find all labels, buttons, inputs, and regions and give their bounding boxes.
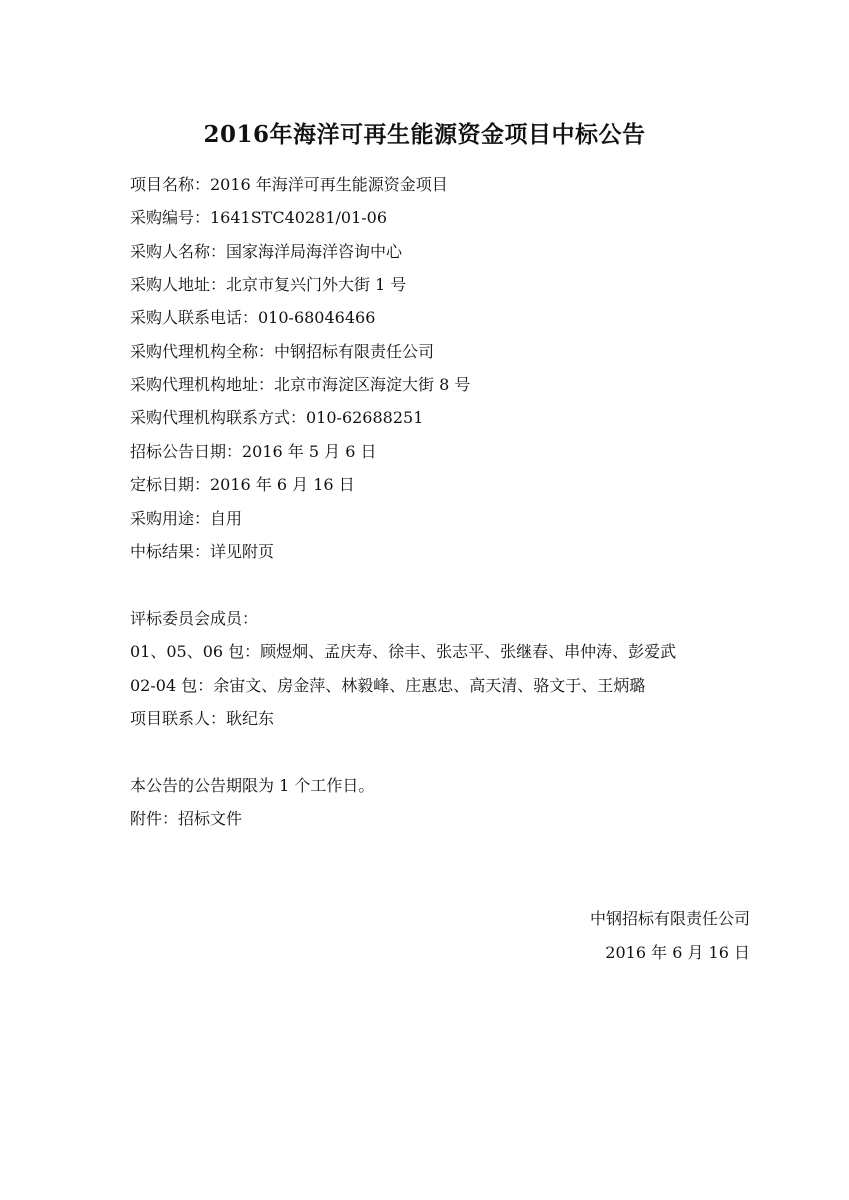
procurement-purpose-line: 采购用途：自用	[130, 509, 243, 528]
signature-organization: 中钢招标有限责任公司	[589, 909, 750, 928]
award-result-line: 中标结果：详见附页	[130, 542, 275, 561]
agency-address-line: 采购代理机构地址：北京市海淀区海淀大街 8 号	[130, 375, 471, 394]
agency-contact-line: 采购代理机构联系方式：010-62688251	[130, 408, 424, 427]
purchaser-name-line: 采购人名称：国家海洋局海洋咨询中心	[130, 242, 403, 261]
purchaser-phone-line: 采购人联系电话：010-68046466	[130, 308, 376, 327]
tender-notice-date-line: 招标公告日期：2016 年 5 月 6 日	[130, 442, 377, 461]
purchaser-address-line: 采购人地址：北京市复兴门外大街 1 号	[130, 275, 407, 294]
committee-heading: 评标委员会成员：	[130, 609, 259, 628]
project-name-line: 项目名称：2016 年海洋可再生能源资金项目	[130, 175, 448, 194]
agency-name-line: 采购代理机构全称：中钢招标有限责任公司	[130, 342, 435, 361]
attachment-line: 附件：招标文件	[130, 809, 243, 828]
committee-group-2: 02-04 包：余宙文、房金萍、林毅峰、庄惠忠、高天清、骆文于、王炳璐	[130, 676, 646, 695]
project-contact-line: 项目联系人：耿纪东	[130, 709, 275, 728]
signature-date: 2016 年 6 月 16 日	[605, 943, 750, 962]
committee-group-1: 01、05、06 包：顾煜炯、孟庆寿、徐丰、张志平、张继春、串仲涛、彭爱武	[130, 642, 677, 661]
notice-period-line: 本公告的公告期限为 1 个工作日。	[130, 776, 375, 795]
procurement-number-line: 采购编号：1641STC40281/01-06	[130, 208, 388, 227]
document-title: 2016年海洋可再生能源资金项目中标公告	[203, 121, 646, 148]
award-date-line: 定标日期：2016 年 6 月 16 日	[130, 475, 355, 494]
